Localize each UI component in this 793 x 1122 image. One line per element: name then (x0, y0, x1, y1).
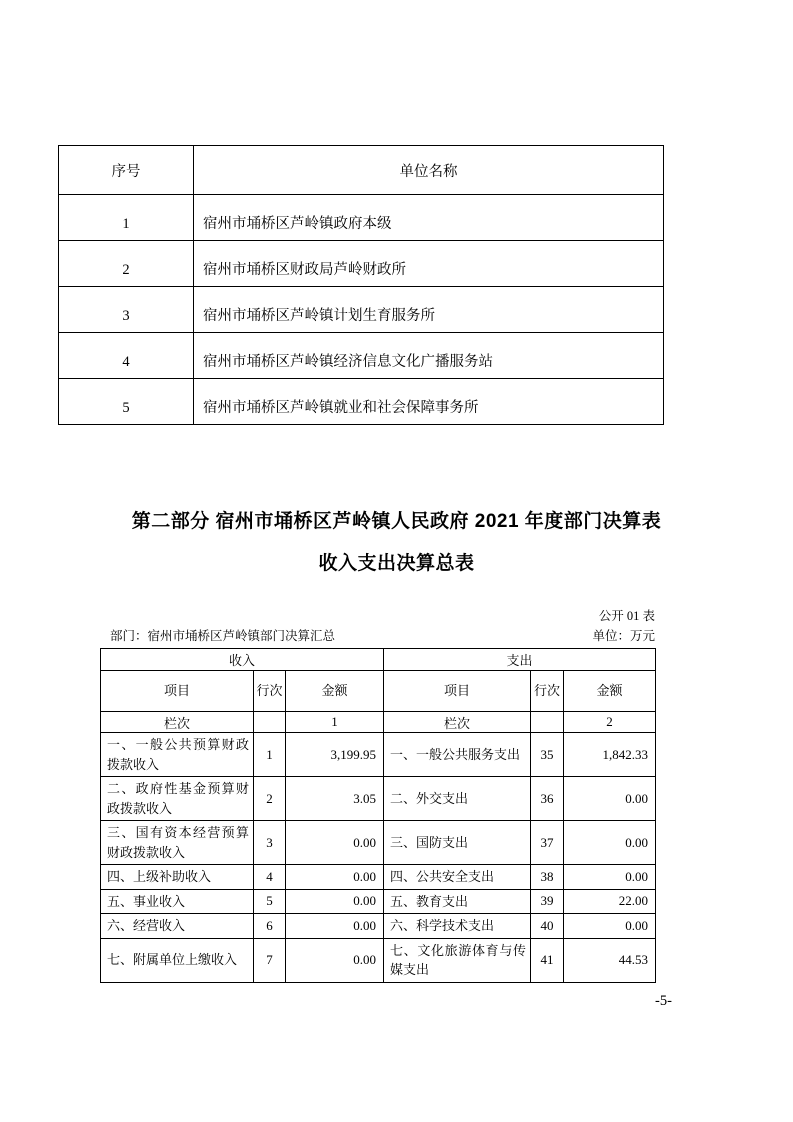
income-item: 七、附属单位上缴收入 (101, 938, 254, 982)
income-amount: 0.00 (286, 821, 384, 865)
income-amount-header: 金额 (286, 671, 384, 712)
income-line-no: 7 (254, 938, 286, 982)
expense-item: 三、国防支出 (384, 821, 531, 865)
table-row (101, 914, 656, 939)
income-line-no: 4 (254, 865, 286, 890)
table-row (101, 733, 656, 777)
income-col-number: 1 (286, 712, 384, 733)
expense-line-header: 行次 (531, 671, 564, 712)
unit-name: 宿州市埇桥区芦岭镇计划生育服务所 (194, 287, 664, 333)
income-line-no: 6 (254, 914, 286, 939)
table-row (101, 821, 656, 865)
expense-item: 六、科学技术支出 (384, 914, 531, 939)
income-index-label: 栏次 (101, 712, 254, 733)
income-line-no: 5 (254, 889, 286, 914)
column-header-row (101, 671, 656, 712)
table-row (59, 287, 664, 333)
expense-amount: 44.53 (564, 938, 656, 982)
expense-item: 四、公共安全支出 (384, 865, 531, 890)
income-amount: 0.00 (286, 865, 384, 890)
income-amount: 0.00 (286, 889, 384, 914)
expense-line-no: 41 (531, 938, 564, 982)
expense-item: 一、一般公共服务支出 (384, 733, 531, 777)
table-row (101, 865, 656, 890)
unit-index: 4 (59, 333, 194, 379)
unit-name: 宿州市埇桥区芦岭镇经济信息文化广播服务站 (194, 333, 664, 379)
table-row (59, 333, 664, 379)
expense-item: 二、外交支出 (384, 777, 531, 821)
unit-name: 宿州市埇桥区芦岭镇政府本级 (194, 195, 664, 241)
expense-item: 五、教育支出 (384, 889, 531, 914)
table-row (101, 938, 656, 982)
unit-name: 宿州市埇桥区芦岭镇就业和社会保障事务所 (194, 379, 664, 425)
table-row (59, 195, 664, 241)
unit-name: 宿州市埇桥区财政局芦岭财政所 (194, 241, 664, 287)
expense-line-no: 35 (531, 733, 564, 777)
column-header-unit-name: 单位名称 (194, 146, 664, 195)
expense-line-no: 37 (531, 821, 564, 865)
expense-amount-header: 金额 (564, 671, 656, 712)
expense-item: 七、文化旅游体育与传媒支出 (384, 938, 531, 982)
income-line-blank (254, 712, 286, 733)
income-item: 二、政府性基金预算财政拨款收入 (101, 777, 254, 821)
expense-item-header: 项目 (384, 671, 531, 712)
table-header-row (59, 146, 664, 195)
budget-summary-table (100, 648, 656, 983)
expense-col-number: 2 (564, 712, 656, 733)
income-line-no: 3 (254, 821, 286, 865)
unit-index: 5 (59, 379, 194, 425)
department-note: 部门：宿州市埇桥区芦岭镇部门决算汇总 (110, 629, 336, 643)
income-line-no: 1 (254, 733, 286, 777)
group-header-row (101, 649, 656, 671)
expense-amount: 0.00 (564, 865, 656, 890)
table-row (101, 889, 656, 914)
expense-amount: 0.00 (564, 821, 656, 865)
column-header-index: 序号 (59, 146, 194, 195)
expense-line-blank (531, 712, 564, 733)
unit-index: 2 (59, 241, 194, 287)
expense-amount: 0.00 (564, 777, 656, 821)
unit-note: 单位：万元 (592, 629, 655, 643)
section-subtitle: 收入支出决算总表 (318, 553, 475, 574)
expense-index-label: 栏次 (384, 712, 531, 733)
income-amount: 3,199.95 (286, 733, 384, 777)
expense-group-header: 支出 (384, 649, 656, 671)
income-item: 三、国有资本经营预算财政拨款收入 (101, 821, 254, 865)
expense-line-no: 36 (531, 777, 564, 821)
expense-line-no: 39 (531, 889, 564, 914)
unit-list-table (58, 145, 664, 425)
section-title: 第二部分 宿州市埇桥区芦岭镇人民政府 2021 年度部门决算表 (131, 511, 662, 532)
income-line-header: 行次 (254, 671, 286, 712)
expense-line-no: 38 (531, 865, 564, 890)
income-group-header: 收入 (101, 649, 384, 671)
column-index-row (101, 712, 656, 733)
income-item-header: 项目 (101, 671, 254, 712)
expense-amount: 0.00 (564, 914, 656, 939)
page-number: -5- (655, 993, 672, 1009)
income-item: 四、上级补助收入 (101, 865, 254, 890)
sheet-label: 公开 01 表 (598, 609, 655, 623)
income-item: 六、经营收入 (101, 914, 254, 939)
expense-amount: 22.00 (564, 889, 656, 914)
table-row (59, 241, 664, 287)
income-amount: 0.00 (286, 938, 384, 982)
unit-index: 3 (59, 287, 194, 333)
income-line-no: 2 (254, 777, 286, 821)
expense-amount: 1,842.33 (564, 733, 656, 777)
income-item: 五、事业收入 (101, 889, 254, 914)
income-item: 一、一般公共预算财政拨款收入 (101, 733, 254, 777)
table-row (101, 777, 656, 821)
expense-line-no: 40 (531, 914, 564, 939)
income-amount: 0.00 (286, 914, 384, 939)
unit-index: 1 (59, 195, 194, 241)
income-amount: 3.05 (286, 777, 384, 821)
table-row (59, 379, 664, 425)
